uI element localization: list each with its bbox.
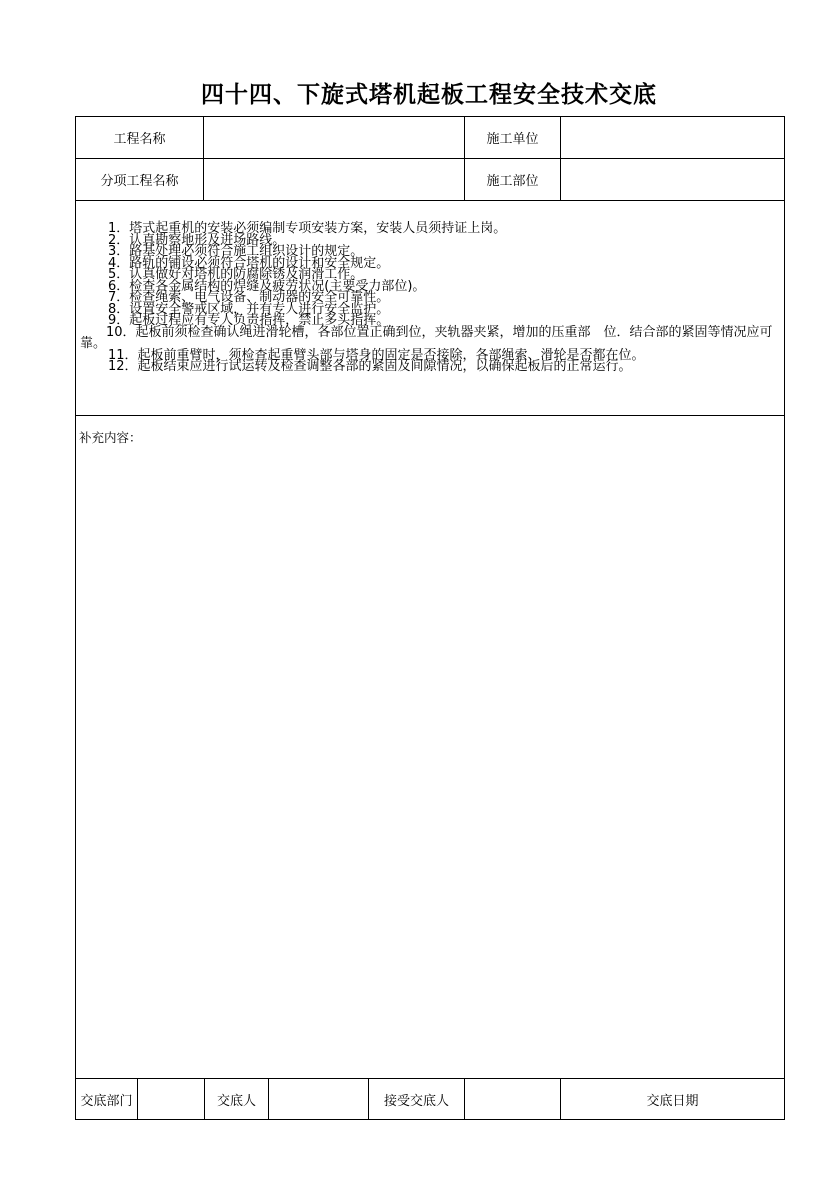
dept-label: 交底部门 xyxy=(76,1079,138,1120)
disclosure-content xyxy=(76,201,785,416)
supplement-area[interactable] xyxy=(76,416,785,1079)
disclosure-items xyxy=(76,201,784,373)
disclosure-item: 9．起板过程应有专人负责指挥，禁止多头指挥。 xyxy=(108,313,390,328)
document-title: 四十四、下旋式塔机起板工程安全技术交底 xyxy=(201,82,657,108)
safety-disclosure-form xyxy=(75,116,785,1120)
receiver-field[interactable] xyxy=(465,1079,561,1120)
disclosure-item: 6．检查各金属结构的焊缝及疲劳状况(主要受力部位)。 xyxy=(108,278,426,294)
disclosure-item: 5．认真做好对塔机的防腐除锈及润滑工作。 xyxy=(108,267,364,282)
disclosure-item: 1．塔式起重机的安装必须编制专项安装方案，安装人员须持证上岗。 xyxy=(108,221,507,236)
date-label: 交底日期 xyxy=(561,1079,785,1120)
sub-project-label: 分项工程名称 xyxy=(76,159,204,201)
person-field[interactable] xyxy=(269,1079,369,1120)
disclosure-item: 4．路轨的铺设必须符合塔机的设计和安全规定。 xyxy=(108,255,390,271)
construction-part-label: 施工部位 xyxy=(465,159,561,201)
person-label: 交底人 xyxy=(205,1079,269,1120)
receiver-label: 接受交底人 xyxy=(369,1079,465,1120)
disclosure-item: 10．起板前须检查确认绳进滑轮槽，各部位置正确到位，夹轨器夹紧，增加的压重部 位．结合部的紧固等情况应可靠。 xyxy=(80,324,773,351)
disclosure-item: 8．设置安全警戒区域，并有专人进行安全监护。 xyxy=(108,301,390,317)
project-name-field[interactable] xyxy=(204,117,465,159)
disclosure-item: 11．起板前重臂时，须检查起重臂头部与塔身的固定是否接除，各部绳索、滑轮是否都在位。 xyxy=(108,347,645,363)
disclosure-item: 3．路基处理必须符合施工组织设计的规定。 xyxy=(108,244,364,259)
construction-part-field[interactable] xyxy=(561,159,785,201)
construction-unit-label: 施工单位 xyxy=(465,117,561,159)
disclosure-item: 2．认真勘察地形及进场路线。 xyxy=(108,232,286,248)
sub-project-field[interactable] xyxy=(204,159,465,201)
project-name-label: 工程名称 xyxy=(76,117,204,159)
construction-unit-field[interactable] xyxy=(561,117,785,159)
disclosure-item: 7．检查绳索、电气设备、制动器的安全可靠性。 xyxy=(108,290,390,305)
dept-field[interactable] xyxy=(138,1079,205,1120)
disclosure-item: 12．起板结束应进行试运转及检查调整各部的紧固及间隙情况，以确保起板后的正常运行。 xyxy=(108,359,632,374)
supplement-label: 补充内容： xyxy=(79,430,142,445)
